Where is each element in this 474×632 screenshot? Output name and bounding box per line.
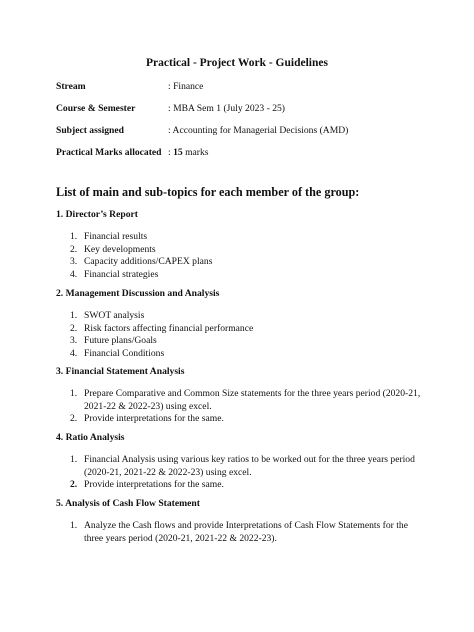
topic-list — [56, 310, 426, 360]
list-item: 2. Provide interpretations for the same. — [70, 413, 224, 424]
meta-row-subject — [56, 125, 456, 139]
list-item-text: SWOT analysis — [84, 310, 145, 321]
list-item-text: Financial results — [84, 231, 148, 242]
list-item-text: Provide interpretations for the same. — [84, 479, 224, 490]
list-item-text: Future plans/Goals — [84, 335, 157, 346]
meta-row-marks — [56, 147, 456, 161]
document-title: Practical - Project Work - Guidelines — [146, 57, 328, 69]
list-item: 3. Capacity additions/CAPEX plans — [70, 256, 213, 267]
meta-value: : MBA Sem 1 (July 2023 - 25) — [168, 103, 285, 114]
list-item: 4. Financial strategies — [70, 268, 159, 280]
topics-heading: List of main and sub-topics for each member of the group: — [56, 185, 360, 199]
meta-value: : Accounting for Managerial Decisions (AMD) — [168, 125, 349, 136]
meta-row-course — [56, 103, 456, 117]
meta-value: : Finance — [168, 81, 204, 92]
list-item: 1. Prepare Comparative and Common Size statements for the three years period (2020-21, 2021-22 & 2022-23) using excel. — [70, 388, 421, 412]
list-item-text: Key developments — [84, 243, 156, 255]
section-title: 3. Financial Statement Analysis — [56, 366, 185, 377]
meta-label: Practical Marks allocated — [56, 147, 162, 158]
list-item: 1. Analyze the Cash flows and provide Interpretations of Cash Flow Statements for the three years period (2020-21, 2021-22 & 2022-23). — [70, 520, 408, 544]
section-title: 2. Management Discussion and Analysis — [56, 288, 220, 299]
section-management-discussion — [56, 288, 426, 360]
list-item: 2. Risk factors affecting financial performance — [70, 322, 254, 334]
list-item: 4. Financial Conditions — [70, 347, 165, 359]
meta-row-stream — [56, 81, 456, 95]
list-item: 1. Financial Analysis using various key ratios to be worked out for the three years period (2020-21, 2021-22 & 2022-23) using excel. — [70, 454, 415, 478]
list-item: 1. Financial results — [70, 231, 148, 242]
topic-list — [56, 388, 426, 426]
meta-label: Course & Semester — [56, 103, 136, 114]
list-item-text: Financial strategies — [84, 268, 159, 280]
list-item-text: Risk factors affecting financial performance — [84, 322, 254, 334]
marks-prefix: : — [168, 147, 174, 158]
list-item: 3. Future plans/Goals — [70, 335, 157, 346]
list-item-text: Provide interpretations for the same. — [84, 413, 224, 424]
list-item-text: Analyze the Cash flows and provide Interpretations of Cash Flow Statements for the three years period (2020-21, 2021-22 & 2022-23). — [84, 520, 408, 544]
list-item-text: Financial Conditions — [84, 347, 165, 359]
section-directors-report — [56, 209, 426, 281]
meta-label: Subject assigned — [56, 125, 124, 136]
section-title: 1. Director’s Report — [56, 209, 138, 220]
marks-count: 15 — [173, 147, 183, 158]
topic-list — [56, 520, 426, 545]
list-item-text: Prepare Comparative and Common Size statements for the three years period (2020-21, 2021-22 & 2022-23) using excel. — [84, 388, 421, 412]
marks-suffix: marks — [182, 147, 209, 158]
list-item: 1. SWOT analysis — [70, 310, 145, 321]
list-item-text: Capacity additions/CAPEX plans — [84, 256, 213, 267]
section-title: 4. Ratio Analysis — [56, 432, 125, 443]
section-title: 5. Analysis of Cash Flow Statement — [56, 498, 200, 509]
section-cash-flow-analysis — [56, 498, 426, 545]
meta-value — [168, 147, 209, 158]
list-item: 2. Provide interpretations for the same. — [70, 479, 224, 490]
list-item: 2. Key developments — [70, 243, 156, 255]
topic-list — [56, 231, 426, 281]
list-item-text: Financial Analysis using various key ratios to be worked out for the three years period (2020-21, 2021-22 & 2022-23) using excel. — [84, 454, 415, 478]
meta-label: Stream — [56, 81, 86, 92]
section-ratio-analysis — [56, 432, 426, 492]
topic-list — [56, 454, 426, 492]
section-financial-statement-analysis — [56, 366, 426, 426]
